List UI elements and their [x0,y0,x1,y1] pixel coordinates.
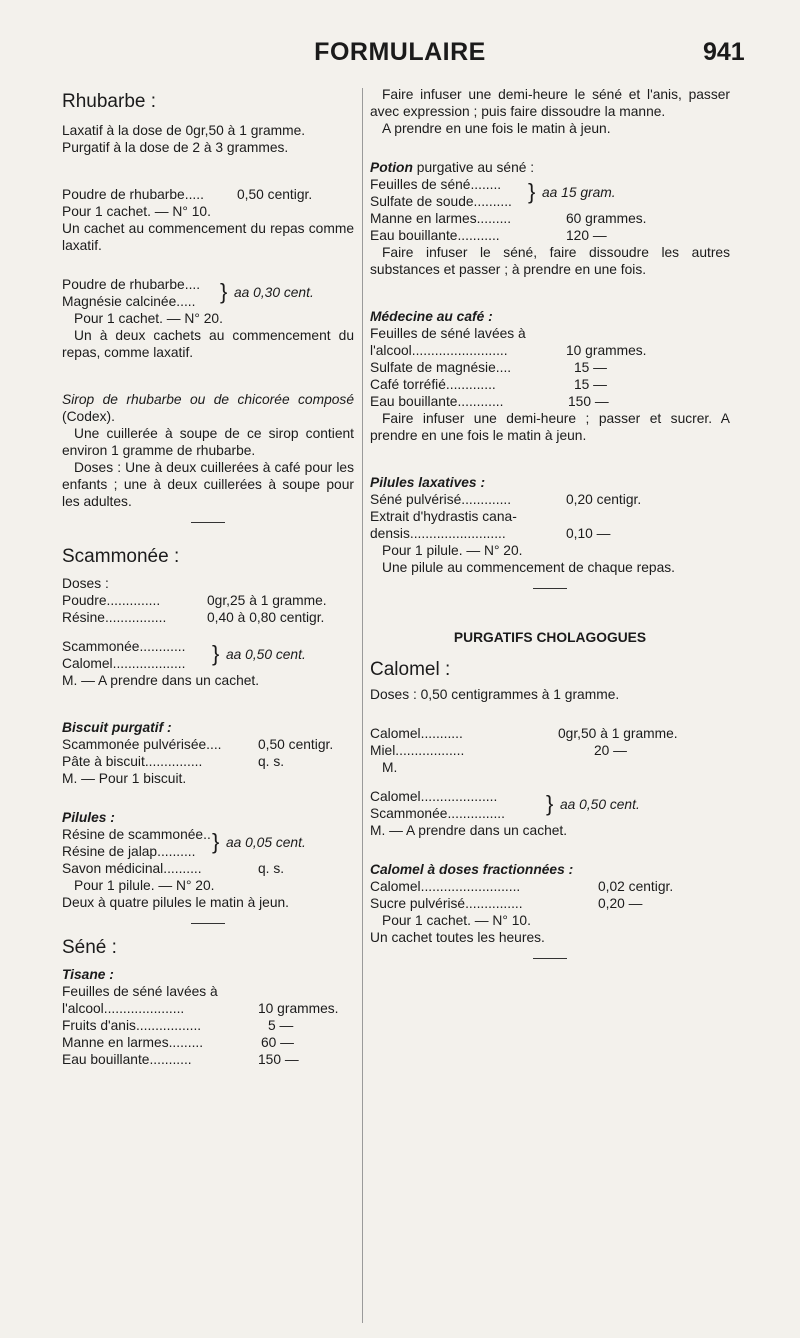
bracket-group [62,276,354,310]
section-title-rhubarbe: Rhubarbe : [62,91,157,112]
paragraph: Doses : Une à deux cuillerées à café pour les enfants ; une à deux cuillerées à soupe pour les adultes. [62,460,354,509]
brace: } [528,179,536,204]
recipe-row: Poudre.............. 0gr,25 à 1 gramme. [62,593,327,608]
recipe-row: Fruits d'anis................. 5 — [62,1018,294,1033]
text-line: Pour 1 cachet. — N° 10. [62,204,211,219]
paragraph: Une pilule au commencement de chaque repas. [382,560,675,575]
left-column [62,90,354,1068]
ingredient-name: Poudre de rhubarbe.... [62,277,201,292]
running-header-title: FORMULAIRE [314,38,486,66]
text-line: Un cachet toutes les heures. [370,930,545,945]
text-line: Extrait d'hydrastis cana- [370,509,517,524]
recipe-row: Manne en larmes......... 60 grammes. [370,211,647,226]
separator [533,958,567,959]
recipe-heading: Tisane : [62,967,114,982]
recipe-heading: Calomel à doses fractionnées : [370,862,574,877]
recipe-row: l'alcool..................... 10 grammes. [62,1001,339,1016]
section-title-calomel: Calomel : [370,659,451,680]
recipe-row: Eau bouillante........... 150 — [62,1052,299,1067]
paragraph: Faire infuser une demi-heure ; passer et sucrer. A prendre en une fois le matin à jeun. [370,411,730,443]
text-line: Purgatif à la dose de 2 à 3 grammes. [62,140,289,155]
brace: } [546,791,554,816]
recipe-row: Manne en larmes......... 60 — [62,1035,294,1050]
text-line: Feuilles de séné lavées à [62,984,218,999]
recipe-row: Calomel........... 0gr,50 à 1 gramme. [370,726,678,741]
recipe-heading: Médecine au café : [370,309,493,324]
text-line: M. — A prendre dans un cachet. [370,823,568,838]
recipe-row: Miel.................. 20 — [370,743,627,758]
section-title-scammonee: Scammonée : [62,546,180,567]
recipe-heading: Pilules laxatives : [370,475,486,490]
text-line: M. — A prendre dans un cachet. [62,673,260,688]
recipe-row: Sucre pulvérisé............... 0,20 — [370,896,643,911]
text-line: Doses : [62,576,109,591]
recipe-row: Scammonée pulvérisée.... 0,50 centigr. [62,737,334,752]
ingredient-qty: 0,50 centigr. [237,187,313,202]
bracket-group: Résine de scammonée.. Résine de jalap.......... } aa 0,05 cent. [62,827,306,859]
brace: } [212,829,220,854]
recipe-heading: Sirop de rhubarbe ou de chicorée composé (Codex). [62,392,354,424]
ingredient-name: Magnésie calcinée..... [62,294,196,309]
text-line: Laxatif à la dose de 0gr,50 à 1 gramme. [62,123,306,138]
ingredient-qty: aa 0,30 cent. [234,285,314,300]
recipe-row: Résine................ 0,40 à 0,80 centigr. [62,610,325,625]
brace: } [212,641,220,666]
recipe-row: densis......................... 0,10 — [370,526,611,541]
ingredient-name: Poudre de rhubarbe [62,187,185,202]
column-divider [362,88,363,1323]
recipe-heading: Biscuit purgatif : [62,720,172,735]
text-line: M. — Pour 1 biscuit. [62,771,187,786]
recipe-row: Eau bouillante........... 120 — [370,228,607,243]
recipe-row: Pâte à biscuit............... q. s. [62,754,285,769]
recipe-row: Eau bouillante............ 150 — [370,394,609,409]
text-line: Pour 1 cachet. — N° 20. [74,311,223,326]
text-line: Feuilles de séné lavées à [370,326,526,341]
section-heading-purgatifs: PURGATIFS CHOLAGOGUES [453,630,647,645]
paragraph: Un cachet au commencement du repas comme laxatif. [62,221,354,253]
text-line: Pour 1 cachet. — N° 10. [382,913,531,928]
text-line: M. [382,760,398,775]
page-number: 941 [703,38,745,66]
recipe-row: Savon médicinal.......... q. s. [62,861,285,876]
text-line: Deux à quatre pilules le matin à jeun. [62,895,290,910]
section-title-sene: Séné : [62,937,117,958]
recipe-row: Sulfate de magnésie.... 15 — [370,360,607,375]
recipe-row: Calomel.......................... 0,02 centigr. [370,879,674,894]
right-column [370,86,730,959]
recipe-row: Poudre de rhubarbe..... 0,50 centigr. [62,187,313,202]
bracket-group: Feuilles de séné........ Sulfate de soude.......... } aa 15 gram. [370,177,616,209]
brace: } [220,279,228,304]
recipe-row: l'alcool......................... 10 grammes. [370,343,647,358]
text-line: Doses : 0,50 centigrammes à 1 gramme. [370,687,620,702]
paragraph: Faire infuser une demi-heure le séné et l'anis, passer avec expression ; puis faire dissoudre la manne. [370,87,730,119]
paragraph: Faire infuser le séné, faire dissoudre les autres substances et passer ; à prendre en une fois. [370,245,730,277]
text-line: Pour 1 pilule. — N° 20. [74,878,215,893]
recipe-row: Séné pulvérisé............. 0,20 centigr. [370,492,642,507]
text-line: Pour 1 pilule. — N° 20. [382,543,523,558]
recipe-row: Café torréfié............. 15 — [370,377,607,392]
paragraph: Un à deux cachets au commencement du repas, comme laxatif. [62,328,354,360]
paragraph: Une cuillerée à soupe de ce sirop contient environ 1 gramme de rhubarbe. [62,426,354,458]
recipe-heading: Potion purgative au séné : [370,160,535,175]
bracket-group: Calomel.................... Scammonée............... } aa 0,50 cent. [370,789,640,821]
bracket-group: Scammonée............ Calomel................... } aa 0,50 cent. [62,639,306,671]
text-line: A prendre en une fois le matin à jeun. [382,121,611,136]
recipe-heading: Pilules : [62,810,115,825]
